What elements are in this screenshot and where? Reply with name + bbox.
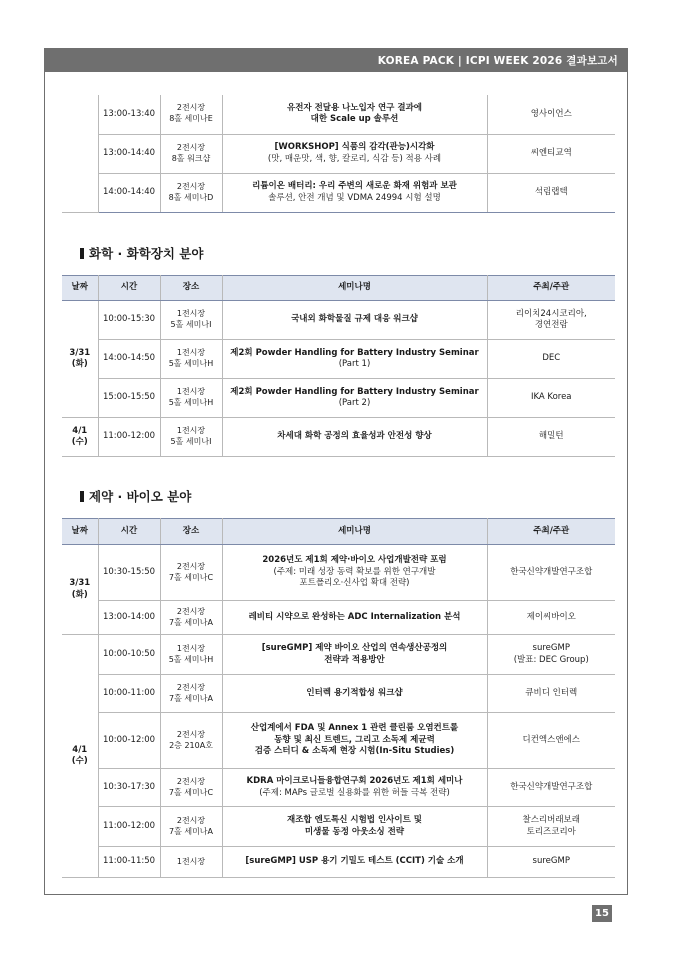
time-cell: 11:00-12:00 [98, 418, 160, 457]
host-cell: 한국신약개발연구조합 [487, 545, 615, 601]
table-header-row [62, 276, 615, 301]
table-row [62, 635, 615, 675]
page-number-badge [592, 905, 612, 922]
date-cell [62, 95, 98, 212]
table-row [62, 713, 615, 769]
col-header-venue: 장소 [160, 519, 222, 545]
col-header-host: 주최/주관 [487, 276, 615, 301]
seminar-title-cell: 인터렉 용기적합성 워크샵 [222, 675, 487, 713]
host-cell: IKA Korea [487, 379, 615, 418]
report-header-title: KOREA PACK | ICPI WEEK 2026 결과보고서 [377, 54, 618, 67]
col-header-time: 시간 [98, 519, 160, 545]
section-marker-icon [80, 491, 84, 502]
seminar-title-cell: 레비티 시약으로 완성하는 ADC Internalization 분석 [222, 601, 487, 635]
table-header-row [62, 519, 615, 545]
host-cell: 영사이언스 [487, 95, 615, 134]
table-row [62, 340, 615, 379]
seminar-title-cell: 유전자 전달용 나노입자 연구 결과에 대한 Scale up 솔루션 [222, 95, 487, 134]
venue-cell: 2전시장 7홀 세미나C [160, 545, 222, 601]
host-cell: DEC [487, 340, 615, 379]
section-title-chemical: 화학 · 화학장치 분야 [80, 244, 203, 262]
host-cell: 석림랩텍 [487, 173, 615, 212]
date-cell: 4/1 (수) [62, 635, 98, 878]
table-row [62, 418, 615, 457]
time-cell: 10:30-17:30 [98, 769, 160, 807]
venue-cell: 2전시장 2층 210A호 [160, 713, 222, 769]
seminar-title-cell: [WORKSHOP] 식품의 감각(관능)시각화 (맛, 매운맛, 색, 향, 칼로리, 식감 등) 적용 사례 [222, 134, 487, 173]
venue-cell: 1전시장 5홀 세미나I [160, 418, 222, 457]
col-header-host: 주최/주관 [487, 519, 615, 545]
host-cell: 씨엔티교역 [487, 134, 615, 173]
time-cell: 11:00-12:00 [98, 807, 160, 847]
host-cell: 찰스리버래보래 토리즈코리아 [487, 807, 615, 847]
seminar-title-cell: [sureGMP] 제약 바이오 산업의 연속생산공정의 전략과 적용방안 [222, 635, 487, 675]
seminar-table-continued [62, 95, 615, 213]
date-cell: 3/31 (화) [62, 301, 98, 418]
table-row [62, 769, 615, 807]
venue-cell: 1전시장 5홀 세미나H [160, 340, 222, 379]
venue-cell: 1전시장 5홀 세미나H [160, 635, 222, 675]
table-row [62, 301, 615, 340]
col-header-date: 날짜 [62, 276, 98, 301]
time-cell: 11:00-11:50 [98, 847, 160, 878]
time-cell: 10:00-12:00 [98, 713, 160, 769]
seminar-title-cell: 제2회 Powder Handling for Battery Industry Seminar (Part 2) [222, 379, 487, 418]
time-cell: 13:00-14:00 [98, 601, 160, 635]
col-header-venue: 장소 [160, 276, 222, 301]
time-cell: 10:00-11:00 [98, 675, 160, 713]
section-title-pharma-bio: 제약 · 바이오 분야 [80, 487, 191, 505]
table-row [62, 807, 615, 847]
seminar-title-cell: 제2회 Powder Handling for Battery Industry Seminar (Part 1) [222, 340, 487, 379]
time-cell: 10:00-15:30 [98, 301, 160, 340]
page-number: 15 [595, 908, 609, 919]
venue-cell: 1전시장 5홀 세미나I [160, 301, 222, 340]
table-row [62, 601, 615, 635]
host-cell: 큐비디 인터렉 [487, 675, 615, 713]
seminar-title-cell: 산업계에서 FDA 및 Annex 1 관련 클린룸 오염컨트롤 동향 및 최신 트렌드, 그리고 소독제 제균력 검증 스터디 & 소독제 현장 시험(In-Situ Studies) [222, 713, 487, 769]
col-header-seminar: 세미나명 [222, 519, 487, 545]
date-cell: 3/31 (화) [62, 545, 98, 635]
time-cell: 10:00-10:50 [98, 635, 160, 675]
venue-cell: 2전시장 7홀 세미나A [160, 675, 222, 713]
venue-cell: 1전시장 5홀 세미나H [160, 379, 222, 418]
seminar-title-cell: 국내외 화학물질 규제 대응 워크샵 [222, 301, 487, 340]
time-cell: 14:00-14:40 [98, 173, 160, 212]
seminar-table-pharma-bio [62, 518, 615, 878]
table-row [62, 134, 615, 173]
table-row [62, 95, 615, 134]
host-cell: 디컨엑스앤에스 [487, 713, 615, 769]
table-row [62, 847, 615, 878]
venue-cell: 2전시장 7홀 세미나A [160, 807, 222, 847]
time-cell: 10:30-15:50 [98, 545, 160, 601]
host-cell: 한국신약개발연구조합 [487, 769, 615, 807]
host-cell: 제이씨바이오 [487, 601, 615, 635]
report-header-bar [44, 48, 628, 72]
seminar-title-cell: [sureGMP] USP 용기 기밀도 테스트 (CCIT) 기술 소개 [222, 847, 487, 878]
table-row [62, 675, 615, 713]
seminar-title-cell: 재조합 엔도톡신 시험법 인사이트 및 미생물 동정 아웃소싱 전략 [222, 807, 487, 847]
seminar-title-cell: KDRA 마이크로니들융합연구회 2026년도 제1회 세미나 (주제: MAPs 글로벌 실용화를 위한 허들 극복 전략) [222, 769, 487, 807]
venue-cell: 1전시장 [160, 847, 222, 878]
venue-cell: 2전시장 7홀 세미나A [160, 601, 222, 635]
venue-cell: 2전시장 8홀 세미나E [160, 95, 222, 134]
table-row [62, 379, 615, 418]
seminar-table-chemical [62, 275, 615, 457]
venue-cell: 2전시장 7홀 세미나C [160, 769, 222, 807]
time-cell: 15:00-15:50 [98, 379, 160, 418]
table-row [62, 173, 615, 212]
seminar-title-cell: 2026년도 제1회 제약·바이오 사업개발전략 포럼 (주제: 미래 성장 동력 확보를 위한 연구개발 포트폴리오·신사업 확대 전략) [222, 545, 487, 601]
host-cell: sureGMP [487, 847, 615, 878]
host-cell: 리이치24시코리아, 경연전람 [487, 301, 615, 340]
time-cell: 13:00-13:40 [98, 95, 160, 134]
section-marker-icon [80, 248, 84, 259]
seminar-title-cell: 차세대 화학 공정의 효율성과 안전성 향상 [222, 418, 487, 457]
host-cell: sureGMP (발표: DEC Group) [487, 635, 615, 675]
host-cell: 해밀턴 [487, 418, 615, 457]
venue-cell: 2전시장 8홀 세미나D [160, 173, 222, 212]
time-cell: 13:00-14:40 [98, 134, 160, 173]
venue-cell: 2전시장 8홀 워크샵 [160, 134, 222, 173]
table-row [62, 545, 615, 601]
seminar-title-cell: 리튬이온 배터리: 우리 주변의 새로운 화재 위험과 보관 솔루션, 안전 개념 및 VDMA 24994 시험 설명 [222, 173, 487, 212]
date-cell: 4/1 (수) [62, 418, 98, 457]
col-header-time: 시간 [98, 276, 160, 301]
col-header-date: 날짜 [62, 519, 98, 545]
time-cell: 14:00-14:50 [98, 340, 160, 379]
col-header-seminar: 세미나명 [222, 276, 487, 301]
